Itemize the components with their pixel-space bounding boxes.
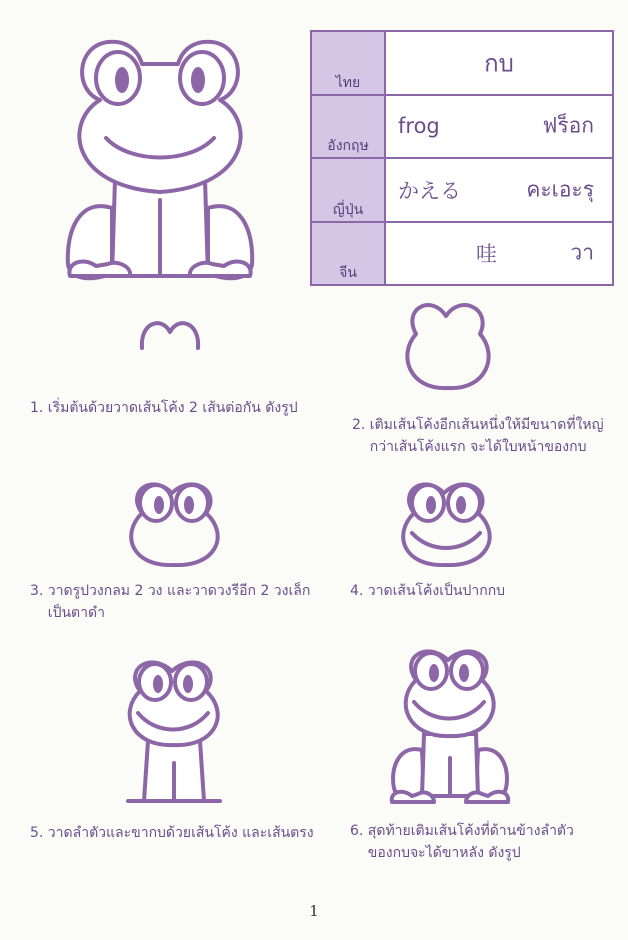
step-4-caption: 4. วาดเส้นโค้งเป็นปากกบ [350, 583, 506, 599]
table-row [311, 95, 613, 159]
step-5-caption: 5. วาดลำตัวและขากบด้วยเส้นโค้ง และเส้นตรง [30, 825, 314, 841]
word-english: frog [398, 114, 440, 139]
word-chinese: 哇 [476, 242, 497, 267]
language-label: อังกฤษ [311, 95, 385, 159]
reading-japanese: คะเอะรุ [526, 177, 594, 202]
table-row [311, 31, 613, 95]
step-2-caption: 2. เติมเส้นโค้งอีกเส้นหนึ่งให้มีขนาดที่ใหญ่ กว่าเส้นโค้งแรก จะได้ใบหน้าของกบ [352, 417, 604, 455]
reading-english: ฟร็อก [542, 113, 594, 138]
frog-complete-illustration [60, 30, 260, 285]
language-label: ญี่ปุ่น [311, 158, 385, 222]
step-3-caption: 3. วาดรูปวงกลม 2 วง และวาดวงรีอีก 2 วงเล็ก เป็นตาดำ [30, 583, 311, 621]
step-1-caption: 1. เริ่มต้นด้วยวาดเส้นโค้ง 2 เส้นต่อกัน ดังรูป [30, 400, 298, 416]
step-3-illustration [126, 477, 224, 567]
step-6-caption: 6. สุดท้ายเติมเส้นโค้งที่ด้านข้างลำตัว ของกบจะได้ขาหลัง ดังรูป [350, 823, 574, 861]
step-2-illustration [402, 298, 494, 392]
step-6-illustration [388, 642, 512, 804]
step-1-illustration [138, 312, 202, 358]
language-label: จีน [311, 222, 385, 286]
page-number: 1 [309, 902, 319, 920]
language-label: ไทย [311, 31, 385, 95]
step-4-illustration [398, 477, 496, 567]
table-row [311, 158, 613, 222]
word-thai: กบ [484, 49, 514, 78]
word-japanese: かえる [398, 178, 461, 203]
reading-chinese: วา [570, 240, 594, 265]
vocabulary-table [310, 30, 614, 286]
step-5-illustration [124, 655, 224, 807]
table-row [311, 222, 613, 286]
